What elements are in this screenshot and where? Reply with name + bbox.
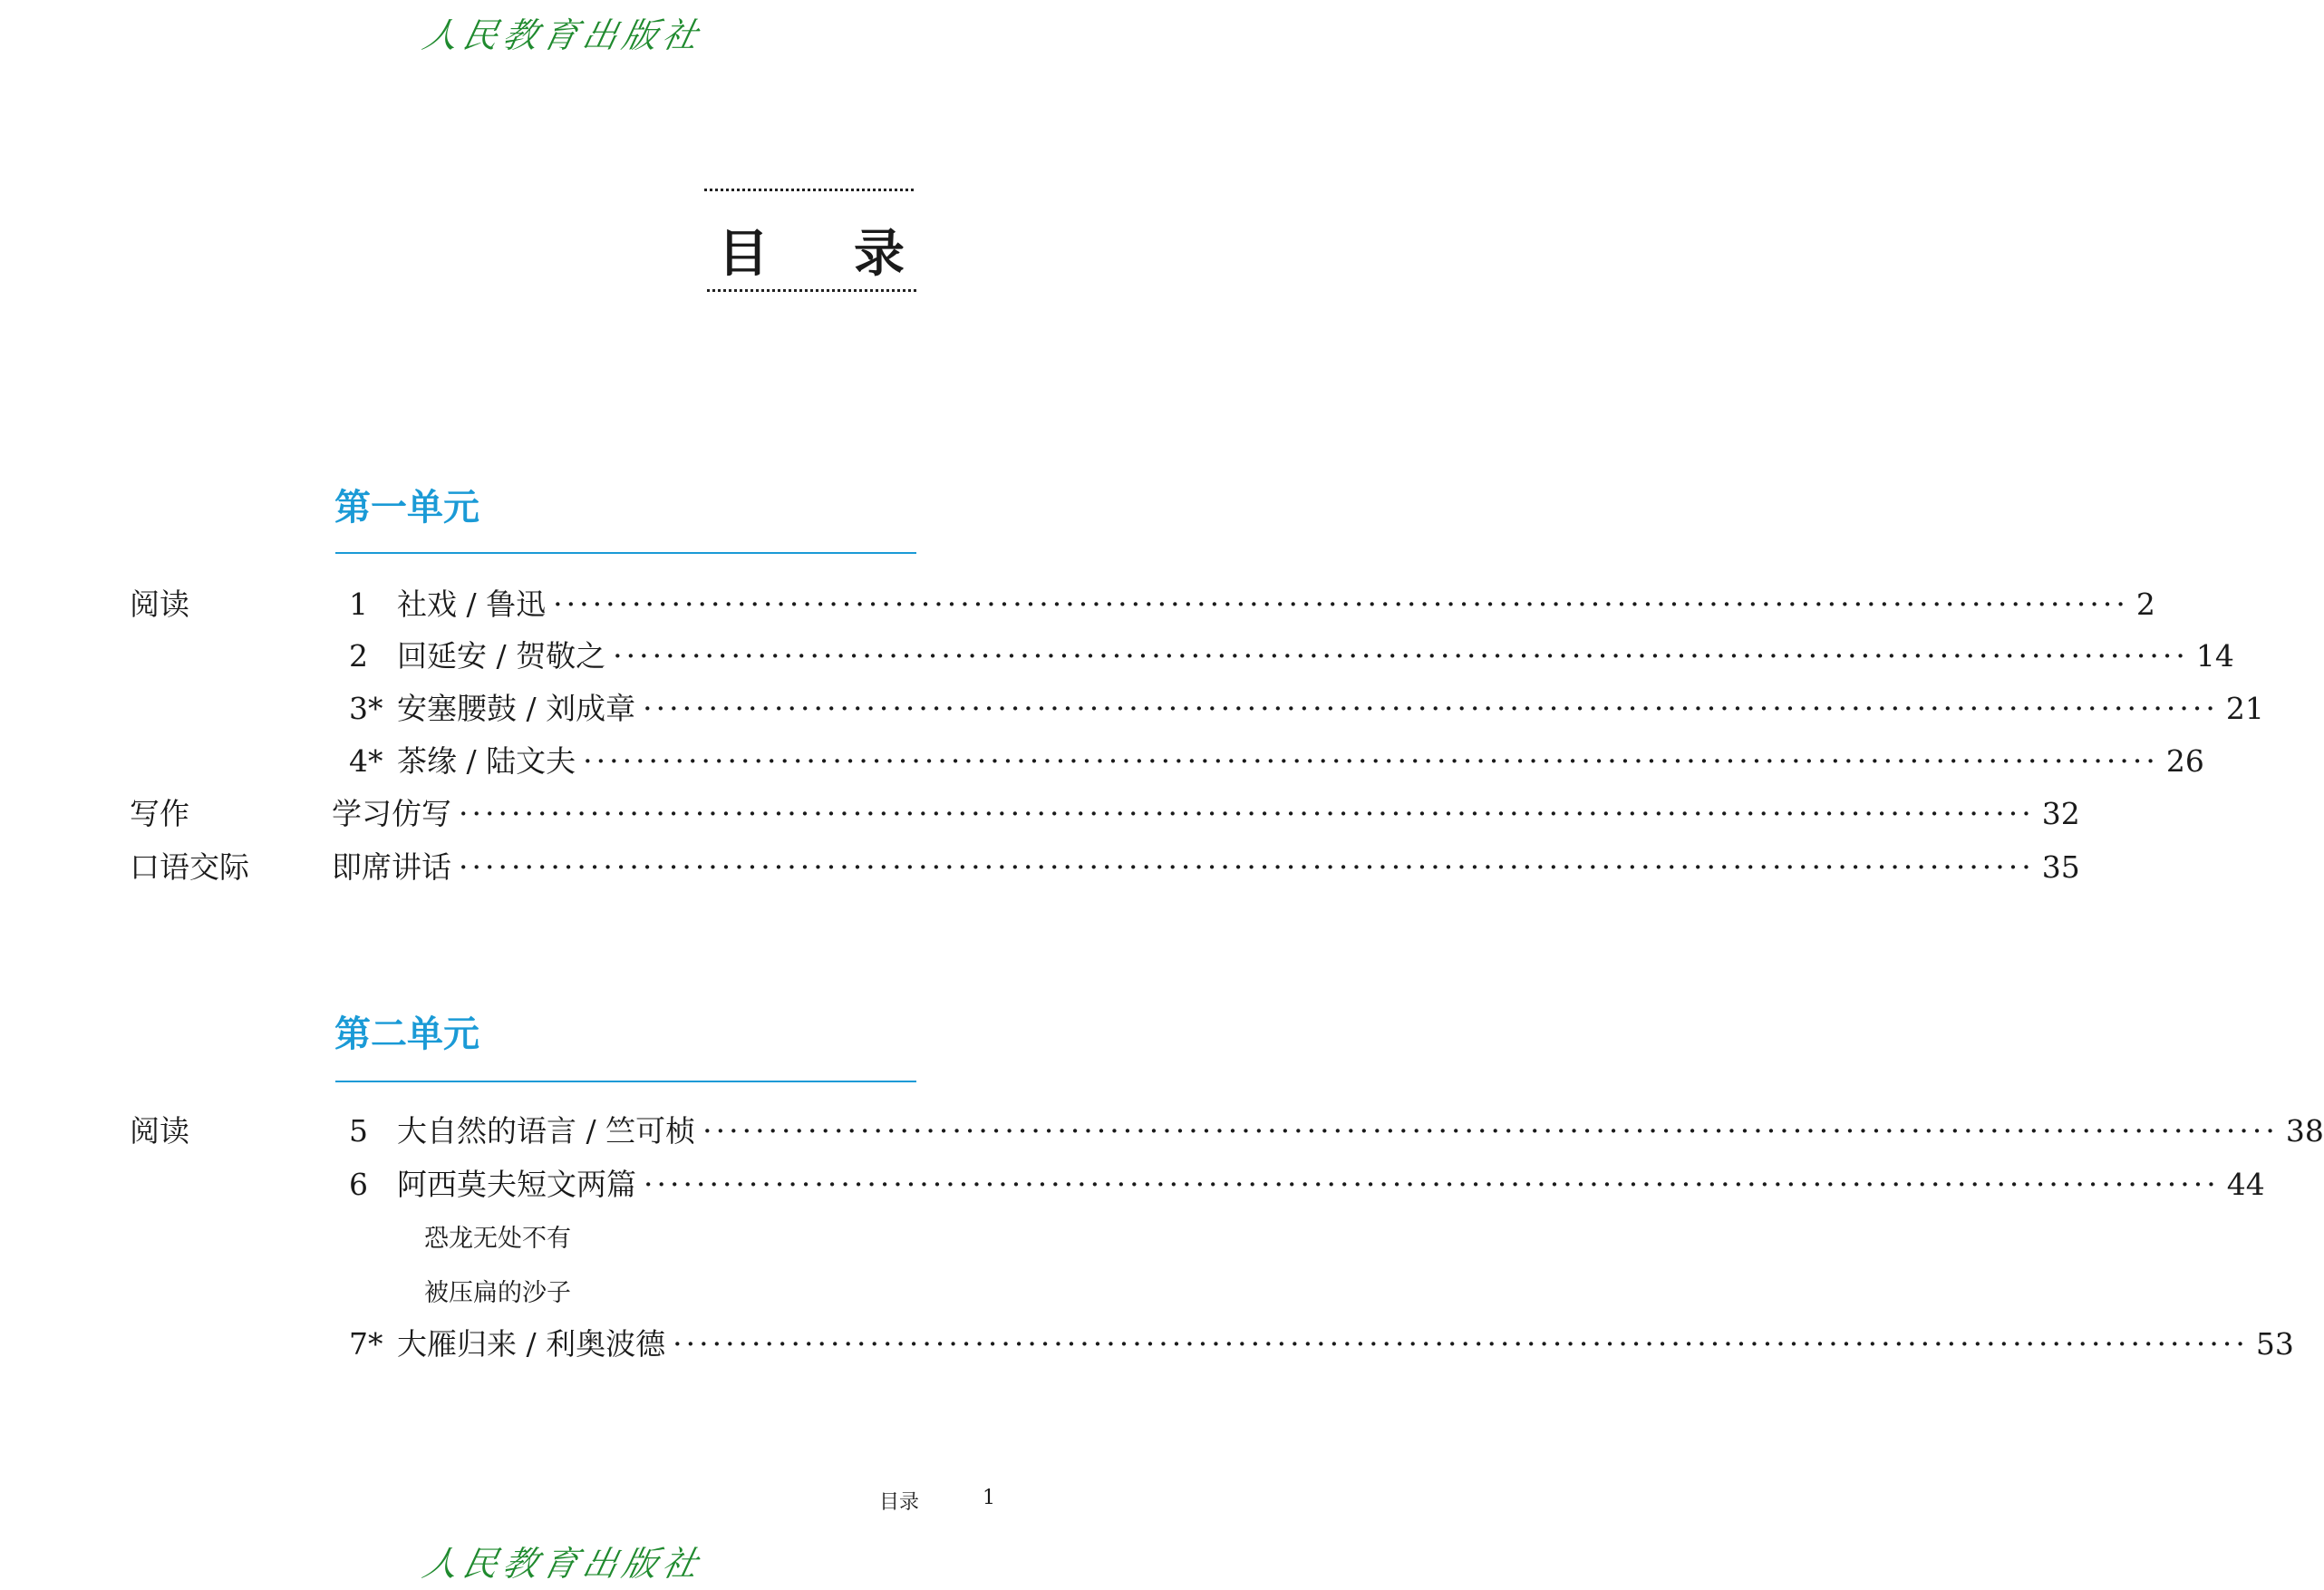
dot-leader: ························································································································ [613,638,2189,674]
toc-number: 5 [349,1113,368,1149]
toc-row[interactable] [0,742,2204,781]
title-dotted-rule-bottom [707,289,916,292]
publisher-logo-top: 人民教育出版社 [419,15,707,55]
toc-title[interactable]: 阿西莫夫短文两篇 [397,1167,636,1202]
unit-1-rule [335,552,916,554]
title-dotted-rule-top [704,189,914,191]
toc-number: 6 [349,1167,368,1202]
toc-number: 4* [349,743,383,779]
unit-1-heading: 第一单元 [334,487,479,528]
toc-number: 7* [349,1326,383,1362]
dot-leader: ························································································································ [702,1113,2279,1149]
toc-page-number: 38 [2285,1113,2324,1149]
toc-category: 阅读 [130,587,189,622]
toc-page-number: 2 [2135,587,2155,622]
toc-row[interactable] [0,794,2080,834]
toc-page-number: 26 [2165,743,2204,779]
toc-row[interactable] [0,848,2080,887]
toc-row[interactable] [0,636,2234,676]
dot-leader: ························································································································ [583,743,2159,779]
toc-category: 写作 [130,796,189,831]
dot-leader: ························································································································ [643,691,2219,726]
toc-row[interactable] [0,1165,2265,1205]
toc-page-number: 35 [2041,849,2080,885]
toc-title[interactable]: 安塞腰鼓 / 刘成章 [397,691,636,726]
footer-page-number: 1 [983,1487,995,1509]
subentry[interactable]: 被压扁的沙子 [424,1279,571,1307]
toc-page-number: 53 [2255,1326,2294,1362]
publisher-logo-bottom: 人民教育出版社 [419,1544,707,1584]
toc-page-number: 21 [2225,691,2264,726]
toc-category: 口语交际 [130,849,249,885]
toc-row[interactable] [0,689,2264,729]
toc-title-char-1: 目 [718,225,769,284]
toc-number: 3* [349,691,383,726]
toc-row[interactable] [0,1324,2294,1364]
toc-title[interactable]: 大雁归来 / 利奥波德 [397,1326,666,1362]
dot-leader: ························································································································ [644,1167,2220,1202]
toc-page-number: 14 [2195,638,2234,674]
toc-title[interactable]: 回延安 / 贺敬之 [397,638,606,674]
toc-title-char-2: 录 [854,225,905,284]
dot-leader: ························································································································ [673,1326,2249,1362]
toc-category: 阅读 [130,1113,189,1149]
toc-row[interactable] [0,585,2155,625]
unit-2-rule [335,1081,916,1082]
toc-title[interactable]: 大自然的语言 / 竺可桢 [397,1113,696,1149]
footer-label: 目录 [879,1491,920,1514]
toc-number: 1 [349,587,368,622]
toc-page-number: 44 [2226,1167,2265,1202]
toc-title[interactable]: 茶缘 / 陆文夫 [397,743,576,779]
unit-2-heading: 第二单元 [334,1013,479,1055]
toc-title[interactable]: 学习仿写 [332,796,451,831]
toc-title[interactable]: 即席讲话 [332,849,451,885]
dot-leader: ························································································································ [459,796,2035,831]
subentry[interactable]: 恐龙无处不有 [424,1225,571,1253]
toc-title[interactable]: 社戏 / 鲁迅 [397,587,547,622]
dot-leader: ························································································································ [459,849,2035,885]
toc-row[interactable] [0,1111,2324,1151]
dot-leader: ························································································································ [553,587,2129,622]
toc-page-number: 32 [2041,796,2080,831]
toc-number: 2 [349,638,368,674]
